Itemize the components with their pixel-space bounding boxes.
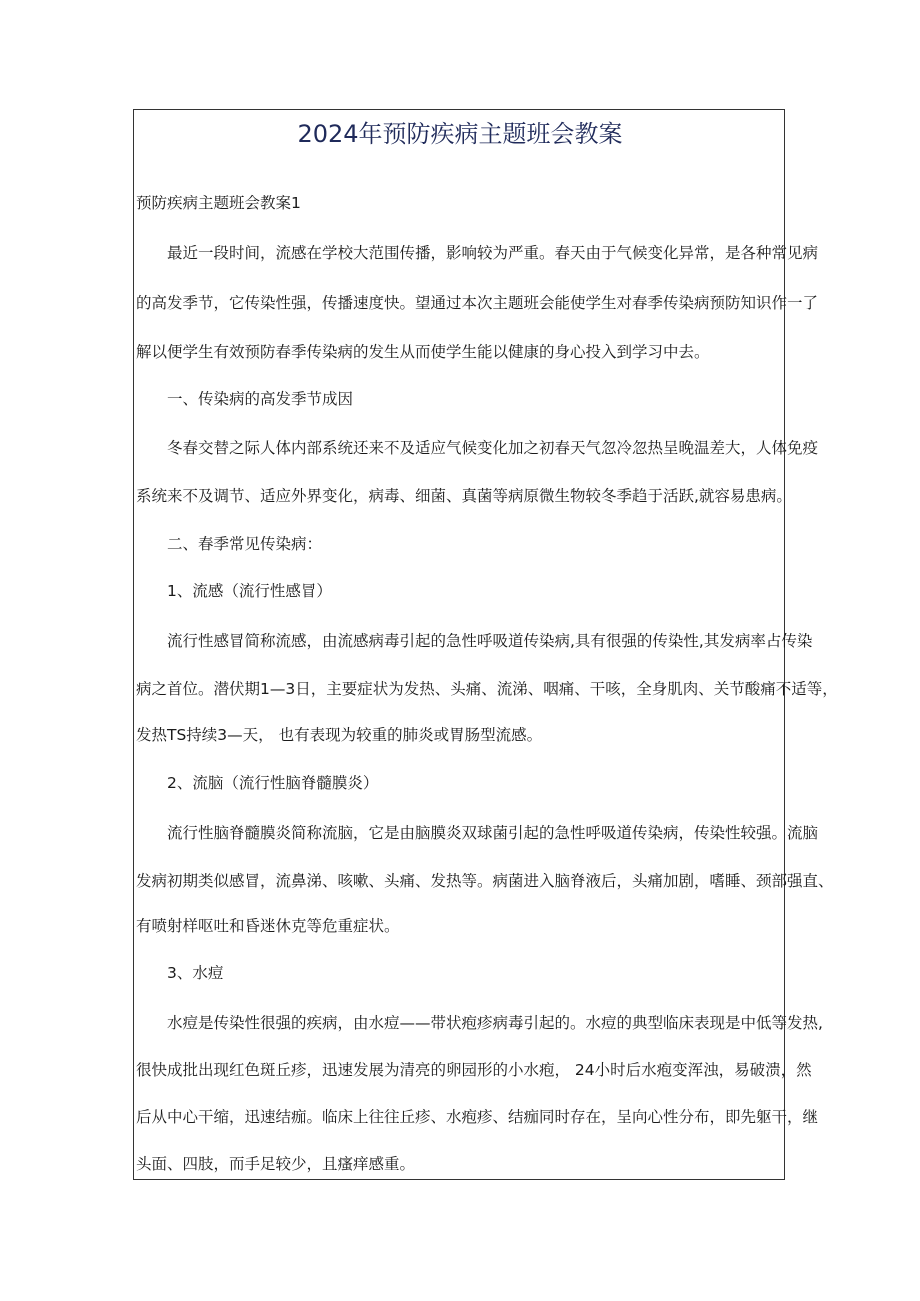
subheading: 1、流感（流行性感冒） — [167, 582, 332, 600]
paragraph-line: 水痘是传染性很强的疾病，由水痘——带状疱疹病毒引起的。水痘的典型临床表现是中低等发热, — [167, 1014, 823, 1032]
paragraph-line: 发热TS持续3—天， 也有表现为较重的肺炎或胃肠型流感。 — [136, 726, 543, 744]
paragraph-line: 流行性感冒简称流感，由流感病毒引起的急性呼吸道传染病,具有很强的传染性,其发病率占传染 — [167, 632, 813, 650]
paragraph-line: 发病初期类似感冒，流鼻涕、咳嗽、头痛、发热等。病菌进入脑脊液后，头痛加剧，嗜睡、颈部强直、 — [136, 872, 834, 890]
paragraph-line: 系统来不及调节、适应外界变化，病毒、细菌、真菌等病原微生物较冬季趋于活跃,就容易患病。 — [136, 487, 792, 505]
paragraph-line: 流行性脑脊髓膜炎简称流脑，它是由脑膜炎双球菌引起的急性呼吸道传染病，传染性较强。流脑 — [167, 824, 819, 842]
paragraph-line: 有喷射样呕吐和昏迷休克等危重症状。 — [136, 917, 400, 935]
paragraph-line: 的高发季节，它传染性强，传播速度快。望通过本次主题班会能使学生对春季传染病预防知识作一了 — [136, 294, 819, 312]
paragraph-line: 最近一段时间，流感在学校大范围传播，影响较为严重。春天由于气候变化异常，是各种常见病 — [167, 244, 819, 262]
document-title: 2024年预防疾病主题班会教案 — [297, 120, 623, 148]
paragraph-line: 冬春交替之际人体内部系统还来不及适应气候变化加之初春天气忽冷忽热呈晚温差大，人体免疫 — [167, 439, 819, 457]
paragraph-line: 很快成批出现红色斑丘疹，迅速发展为清亮的卵园形的小水疱， 24小时后水疱变浑浊，易破溃，然 — [136, 1061, 812, 1079]
paragraph-line: 头面、四肢，而手足较少，且瘙痒感重。 — [136, 1155, 416, 1173]
subheading: 二、春季常见传染病： — [167, 535, 323, 553]
paragraph-line: 解以便学生有效预防春季传染病的发生从而使学生能以健康的身心投入到学习中去。 — [136, 343, 710, 361]
subheading: 3、水痘 — [167, 964, 224, 982]
paragraph-line: 病之首位。潜伏期1—3日，主要症状为发热、头痛、流涕、咽痛、干咳，全身肌肉、关节酸痛不适等， — [136, 680, 838, 698]
paragraph-line: 后从中心干缩，迅速结痂。临床上往往丘疹、水疱疹、结痂同时存在，呈向心性分布，即先躯干，继 — [136, 1108, 819, 1126]
subheading: 2、流脑（流行性脑脊髓膜炎） — [167, 774, 379, 792]
subheading: 一、传染病的高发季节成因 — [167, 390, 354, 408]
section-heading: 预防疾病主题班会教案1 — [136, 194, 301, 212]
